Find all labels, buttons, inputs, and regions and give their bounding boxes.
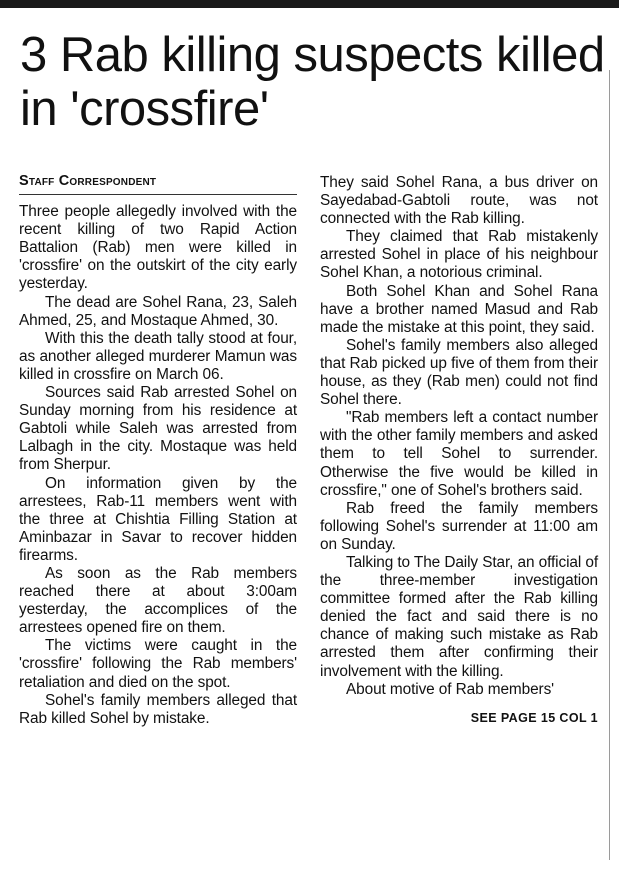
- column-rule: [609, 70, 610, 860]
- paragraph: The dead are Sohel Rana, 23, Saleh Ahmed, 25, and Mostaque Ahmed, 30.: [19, 293, 297, 329]
- paragraph: On information given by the arrestees, Rab-11 members went with the three at Chishtia Filling Station at Aminbazar in Savar to recover hidden firearms.: [19, 474, 297, 564]
- paragraph: Both Sohel Khan and Sohel Rana have a brother named Masud and Rab made the mistake at this point, they said.: [320, 282, 598, 336]
- paragraph: Three people allegedly involved with the recent killing of two Rapid Action Battalion (Rab) men were killed in 'crossfire' on the outskirt of the city early yesterday.: [19, 203, 297, 293]
- headline: 3 Rab killing suspects killed in 'crossfire': [20, 28, 605, 136]
- paragraph: Talking to The Daily Star, an official of the three-member investigation committee formed after the Rab killing denied the fact and said there is no chance of making such mistake as Rab arrested them after confirming their involvement with the killing.: [320, 553, 598, 680]
- paragraph: They said Sohel Rana, a bus driver on Sayedabad-Gabtoli route, was not connected with the Rab killing.: [320, 174, 598, 228]
- paragraph: "Rab members left a contact number with the other family members and asked them to tell Sohel to surrender. Otherwise the five would be killed in crossfire," one of Sohel's brothers said.: [320, 409, 598, 499]
- paragraph: About motive of Rab members': [346, 680, 555, 698]
- top-rule: [0, 0, 619, 8]
- byline: Staff Correspondent: [19, 172, 297, 195]
- continued-on-page-link[interactable]: SEE PAGE 15 COL 1: [470, 710, 598, 725]
- paragraph: Sohel's family members alleged that Rab killed Sohel by mistake.: [19, 691, 297, 727]
- paragraph: The victims were caught in the 'crossfire' following the Rab members' retaliation and died on the spot.: [19, 637, 297, 691]
- right-column: [320, 174, 598, 727]
- paragraph: Rab freed the family members following Sohel's surrender at 11:00 am on Sunday.: [320, 499, 598, 553]
- paragraph: Sohel's family members also alleged that Rab picked up five of them from their house, as they (Rab men) could not find Sohel there.: [320, 336, 598, 409]
- left-column: [19, 172, 297, 728]
- paragraph: As soon as the Rab members reached there at about 3:00am yesterday, the accomplices of the arrestees opened fire on them.: [19, 564, 297, 637]
- paragraph: They claimed that Rab mistakenly arrested Sohel in place of his neighbour Sohel Khan, a notorious criminal.: [320, 228, 598, 282]
- paragraph: With this the death tally stood at four, as another alleged murderer Mamun was killed in crossfire on March 06.: [19, 329, 297, 383]
- paragraph: Sources said Rab arrested Sohel on Sunday morning from his residence at Gabtoli while Saleh was arrested from Lalbagh in the city. Mostaque was held from Sherpur.: [19, 384, 297, 474]
